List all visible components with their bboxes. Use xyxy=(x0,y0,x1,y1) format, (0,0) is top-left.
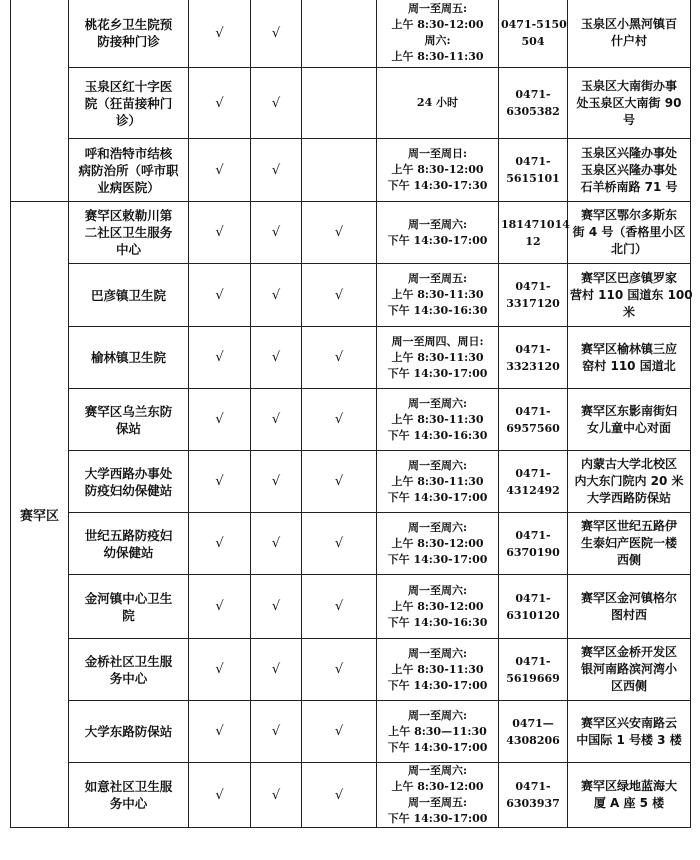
service-check-cell: √ xyxy=(251,389,302,451)
cell-line: 0471- xyxy=(515,780,551,793)
service-check-cell: √ xyxy=(251,763,302,828)
table-row xyxy=(11,327,691,389)
cell-line: 下午 14:30-17:00 xyxy=(387,366,488,380)
cell-line: 赛罕区金河镇格尔 xyxy=(580,590,677,605)
clinic-name-cell xyxy=(69,327,189,389)
address-cell xyxy=(568,139,691,202)
cell-line: 0471-5150 xyxy=(501,18,567,31)
service-check-cell: √ xyxy=(251,0,302,68)
service-check-cell: √ xyxy=(189,0,251,68)
address-cell xyxy=(568,513,691,575)
cell-line: 上午 8:30-11:30 xyxy=(391,662,484,676)
cell-line: 0471— xyxy=(512,716,554,730)
cell-line: 玉泉区兴隆办事处 xyxy=(580,162,677,177)
cell-line: 上午 8:30-11:30 xyxy=(391,288,484,301)
cell-line: 上午 8:30-12:00 xyxy=(391,18,484,31)
address-cell xyxy=(568,763,691,828)
service-check-cell: √ xyxy=(189,202,251,264)
service-check-cell: √ xyxy=(302,451,377,513)
hours-cell xyxy=(377,701,499,763)
cell-line: 下午 14:30-17:00 xyxy=(387,812,488,825)
service-check-cell: √ xyxy=(251,264,302,327)
cell-line: 二社区卫生服务 xyxy=(84,225,173,240)
clinic-name-cell xyxy=(69,389,189,451)
clinic-name-cell xyxy=(69,639,189,701)
service-check-cell: √ xyxy=(302,202,377,264)
table-row xyxy=(11,575,691,639)
cell-line: 诊） xyxy=(115,112,141,128)
cell-line: 银河南路滨河湾小 xyxy=(580,662,677,676)
cell-line: 周六: xyxy=(424,34,451,47)
service-check-cell: √ xyxy=(251,327,302,389)
cell-line: 下午 14:30-16:30 xyxy=(387,304,488,317)
hours-cell xyxy=(377,639,499,701)
cell-line: 周一至周六: xyxy=(407,646,468,660)
address-cell xyxy=(568,575,691,639)
cell-line: 周一至周六: xyxy=(407,217,468,231)
cell-line: 下午 14:30-17:00 xyxy=(387,233,488,247)
cell-line: 什户村 xyxy=(610,34,647,48)
cell-line: 保站 xyxy=(115,420,141,436)
cell-line: 6370190 xyxy=(506,545,560,559)
cell-line: 处玉泉区大南街 90 xyxy=(576,95,682,110)
address-cell xyxy=(568,701,691,763)
cell-line: 桃花乡卫生院预 xyxy=(84,17,173,32)
cell-line: 金桥社区卫生服 xyxy=(84,653,173,669)
cell-line: 0471- xyxy=(515,342,551,356)
cell-line: 玉泉区大南街办事 xyxy=(580,78,677,93)
cell-line: 6305382 xyxy=(506,105,560,118)
table-row xyxy=(11,639,691,701)
address-cell xyxy=(568,451,691,513)
phone-cell xyxy=(499,575,568,639)
phone-cell xyxy=(499,451,568,513)
cell-line: 街 4 号（香格里小区 xyxy=(572,225,686,239)
address-cell xyxy=(568,639,691,701)
cell-line: 内蒙古大学北校区 xyxy=(580,457,677,471)
hours-cell xyxy=(377,327,499,389)
cell-line: 号 xyxy=(622,112,635,127)
clinic-name-cell xyxy=(69,763,189,828)
cell-line: 周一至周五: xyxy=(407,796,468,809)
cell-line: 周一至周五: xyxy=(407,272,468,285)
cell-line: 上午 8:30-11:30 xyxy=(391,50,484,63)
cell-line: 世纪五路防疫妇 xyxy=(84,527,173,543)
cell-line: 周一至周六: xyxy=(407,396,468,410)
hours-cell xyxy=(377,202,499,264)
cell-line: 赛罕区巴彦镇罗家 xyxy=(580,270,677,285)
service-check-cell: √ xyxy=(189,139,251,202)
phone-cell xyxy=(499,763,568,828)
clinic-name-cell xyxy=(69,202,189,264)
district-cell xyxy=(11,0,69,202)
service-check-cell: √ xyxy=(302,327,377,389)
cell-line: 6310120 xyxy=(506,608,560,622)
cell-line: 下午 14:30-16:30 xyxy=(387,615,488,629)
service-check-cell: √ xyxy=(302,389,377,451)
service-check-cell xyxy=(302,139,377,202)
cell-line: 赛罕区金桥开发区 xyxy=(580,645,677,659)
cell-line: 玉泉区小黑河镇百 xyxy=(580,17,677,31)
phone-cell xyxy=(499,327,568,389)
service-check-cell: √ xyxy=(189,575,251,639)
clinic-name-cell xyxy=(69,0,189,68)
service-check-cell: √ xyxy=(251,451,302,513)
cell-line: 防疫妇幼保健站 xyxy=(84,482,173,498)
cell-line: 玉泉区红十字医 xyxy=(84,78,173,94)
cell-line: 上午 8:30-11:30 xyxy=(391,350,484,364)
clinic-name-cell xyxy=(69,264,189,327)
cell-line: 周一至周四、周日: xyxy=(391,334,484,348)
service-check-cell: √ xyxy=(189,389,251,451)
service-check-cell: √ xyxy=(189,327,251,389)
service-check-cell: √ xyxy=(251,68,302,139)
cell-line: 幼保健站 xyxy=(103,544,154,560)
service-check-cell: √ xyxy=(251,139,302,202)
cell-line: 务中心 xyxy=(109,670,148,686)
cell-line: 上午 8:30-11:30 xyxy=(391,474,484,488)
hours-cell xyxy=(377,68,499,139)
hours-cell xyxy=(377,763,499,828)
cell-line: 周一至周六: xyxy=(407,583,468,597)
cell-line: 生泰妇产医院一楼 xyxy=(580,536,677,550)
table-row xyxy=(11,513,691,575)
cell-line: 务中心 xyxy=(109,796,148,811)
cell-line: 中国际 1 号楼 3 楼 xyxy=(576,732,682,747)
cell-line: 内大东门院内 20 米 xyxy=(574,474,684,488)
clinic-name-cell xyxy=(69,451,189,513)
service-check-cell: √ xyxy=(302,701,377,763)
cell-line: 女儿童中心对面 xyxy=(586,420,671,435)
cell-line: 窑村 110 国道北 xyxy=(582,358,676,373)
cell-line: 4308206 xyxy=(506,733,560,747)
table-row xyxy=(11,202,691,264)
hours-cell xyxy=(377,451,499,513)
service-check-cell: √ xyxy=(302,513,377,575)
cell-line: 0471- xyxy=(515,155,551,168)
cell-line: 石羊桥南路 71 号 xyxy=(580,179,678,194)
cell-line: 大学西路办事处 xyxy=(84,465,173,481)
clinic-name-cell xyxy=(69,68,189,139)
cell-line: 4312492 xyxy=(506,483,560,497)
service-check-cell: √ xyxy=(189,763,251,828)
phone-cell xyxy=(499,139,568,202)
phone-cell xyxy=(499,264,568,327)
hours-cell xyxy=(377,513,499,575)
cell-line: 上午 8:30-12:00 xyxy=(391,780,484,793)
address-cell xyxy=(568,0,691,68)
service-check-cell xyxy=(302,68,377,139)
table-row xyxy=(11,389,691,451)
phone-cell xyxy=(499,639,568,701)
table-row xyxy=(11,264,691,327)
phone-cell xyxy=(499,701,568,763)
cell-line: 如意社区卫生服 xyxy=(84,779,173,794)
address-cell xyxy=(568,327,691,389)
cell-line: 周一至周六: xyxy=(407,520,468,534)
cell-line: 院（狂苗接种门 xyxy=(84,95,173,111)
cell-line: 周一至周六: xyxy=(407,764,468,777)
table-row xyxy=(11,701,691,763)
phone-cell xyxy=(499,389,568,451)
cell-line: 3317120 xyxy=(506,297,560,310)
cell-line: 0471- xyxy=(515,280,551,293)
cell-line: 西侧 xyxy=(616,553,641,567)
cell-line: 图村西 xyxy=(610,607,647,622)
address-cell xyxy=(568,264,691,327)
cell-line: 赛罕区鄂尔多斯东 xyxy=(580,208,677,222)
service-check-cell: √ xyxy=(189,701,251,763)
cell-line: 181471014 xyxy=(501,217,570,231)
cell-line: 厦 A 座 5 楼 xyxy=(593,796,665,810)
service-check-cell: √ xyxy=(302,264,377,327)
cell-line: 呼和浩特市结核 xyxy=(84,145,173,161)
cell-line: 0471- xyxy=(515,88,551,101)
clinic-name-cell xyxy=(69,575,189,639)
service-check-cell: √ xyxy=(251,575,302,639)
cell-line: 下午 14:30-17:00 xyxy=(387,678,488,692)
service-check-cell: √ xyxy=(189,68,251,139)
address-cell xyxy=(568,68,691,139)
cell-line: 下午 14:30-17:00 xyxy=(387,490,488,504)
cell-line: 0471- xyxy=(515,654,551,668)
cell-line: 防接种门诊 xyxy=(97,34,160,49)
cell-line: 周一至周五: xyxy=(407,2,468,15)
cell-line: 上午 8:30-12:00 xyxy=(391,536,484,550)
cell-line: 上午 8:30-11:30 xyxy=(391,412,484,426)
table-row xyxy=(11,0,691,68)
cell-line: 营村 110 国道东 100 xyxy=(570,287,693,302)
service-check-cell: √ xyxy=(189,639,251,701)
cell-line: 下午 14:30-17:30 xyxy=(387,179,488,192)
cell-line: 赛罕区世纪五路伊 xyxy=(580,519,677,533)
cell-line: 赛罕区绿地蓝海大 xyxy=(580,779,677,793)
cell-line: 北门） xyxy=(610,242,647,256)
cell-line: 中心 xyxy=(115,242,141,257)
cell-line: 5615101 xyxy=(506,172,560,185)
table-row xyxy=(11,68,691,139)
phone-cell xyxy=(499,513,568,575)
cell-line: 0471- xyxy=(515,404,551,418)
cell-line: 周一至周六: xyxy=(407,458,468,472)
cell-line: 周一至周六: xyxy=(407,708,468,722)
cell-line: 赛罕区乌兰东防 xyxy=(84,403,173,419)
hours-cell xyxy=(377,0,499,68)
service-check-cell: √ xyxy=(251,513,302,575)
phone-cell xyxy=(499,202,568,264)
cell-line: 大学东路防保站 xyxy=(84,724,173,739)
clinic-name-cell xyxy=(69,513,189,575)
service-check-cell: √ xyxy=(302,763,377,828)
address-cell xyxy=(568,202,691,264)
cell-line: 周一至周日: xyxy=(407,147,468,160)
cell-line: 业病医院） xyxy=(97,179,160,195)
cell-line: 金河镇中心卫生 xyxy=(84,590,173,606)
cell-line: 6303937 xyxy=(506,797,560,810)
cell-line: 5619669 xyxy=(506,671,560,685)
cell-line: 赛罕区榆林镇三应 xyxy=(580,341,677,356)
service-check-cell: √ xyxy=(189,513,251,575)
cell-line: 下午 14:30-17:00 xyxy=(387,552,488,566)
cell-line: 下午 14:30-16:30 xyxy=(387,428,488,442)
hours-cell xyxy=(377,139,499,202)
table-row xyxy=(11,451,691,513)
cell-line: 0471- xyxy=(515,528,551,542)
cell-line: 上午 8:30—11:30 xyxy=(388,724,487,738)
cell-line: 大学西路防保站 xyxy=(586,491,671,505)
service-check-cell: √ xyxy=(189,264,251,327)
service-check-cell: √ xyxy=(302,575,377,639)
cell-line: 巴彦镇卫生院 xyxy=(90,287,166,303)
address-cell xyxy=(568,389,691,451)
cell-line: 6957560 xyxy=(506,421,560,435)
hours-cell xyxy=(377,575,499,639)
service-check-cell: √ xyxy=(189,451,251,513)
cell-line: 赛罕区敕勒川第 xyxy=(84,208,173,223)
service-check-cell: √ xyxy=(251,639,302,701)
cell-line: 米 xyxy=(622,304,635,319)
service-check-cell: √ xyxy=(251,701,302,763)
cell-line: 0471- xyxy=(515,591,551,605)
cell-line: 24 小时 xyxy=(416,96,459,109)
cell-line: 504 xyxy=(521,35,545,48)
phone-cell xyxy=(499,0,568,68)
hours-cell xyxy=(377,264,499,327)
district-cell: 赛罕区 xyxy=(11,202,69,828)
table-row xyxy=(11,139,691,202)
cell-line: 0471- xyxy=(515,466,551,480)
cell-line: 上午 8:30-12:00 xyxy=(391,163,484,176)
phone-cell xyxy=(499,68,568,139)
cell-line: 3323120 xyxy=(506,359,560,373)
cell-line: 病防治所（呼市职 xyxy=(78,162,179,178)
cell-line: 榆林镇卫生院 xyxy=(90,350,166,365)
cell-line: 院 xyxy=(122,607,135,623)
service-check-cell: √ xyxy=(251,202,302,264)
cell-line: 赛罕区兴安南路云 xyxy=(580,715,677,730)
service-check-cell xyxy=(302,0,377,68)
clinic-name-cell xyxy=(69,701,189,763)
cell-line: 下午 14:30-17:00 xyxy=(387,740,488,754)
cell-line: 赛罕区东影南街妇 xyxy=(580,403,677,418)
service-check-cell: √ xyxy=(302,639,377,701)
clinic-table xyxy=(10,0,691,828)
hours-cell xyxy=(377,389,499,451)
cell-line: 玉泉区兴隆办事处 xyxy=(580,145,677,160)
cell-line: 上午 8:30-12:00 xyxy=(391,599,484,613)
cell-line: 12 xyxy=(525,234,541,248)
table-row xyxy=(11,763,691,828)
cell-line: 区西侧 xyxy=(610,679,647,693)
clinic-name-cell xyxy=(69,139,189,202)
